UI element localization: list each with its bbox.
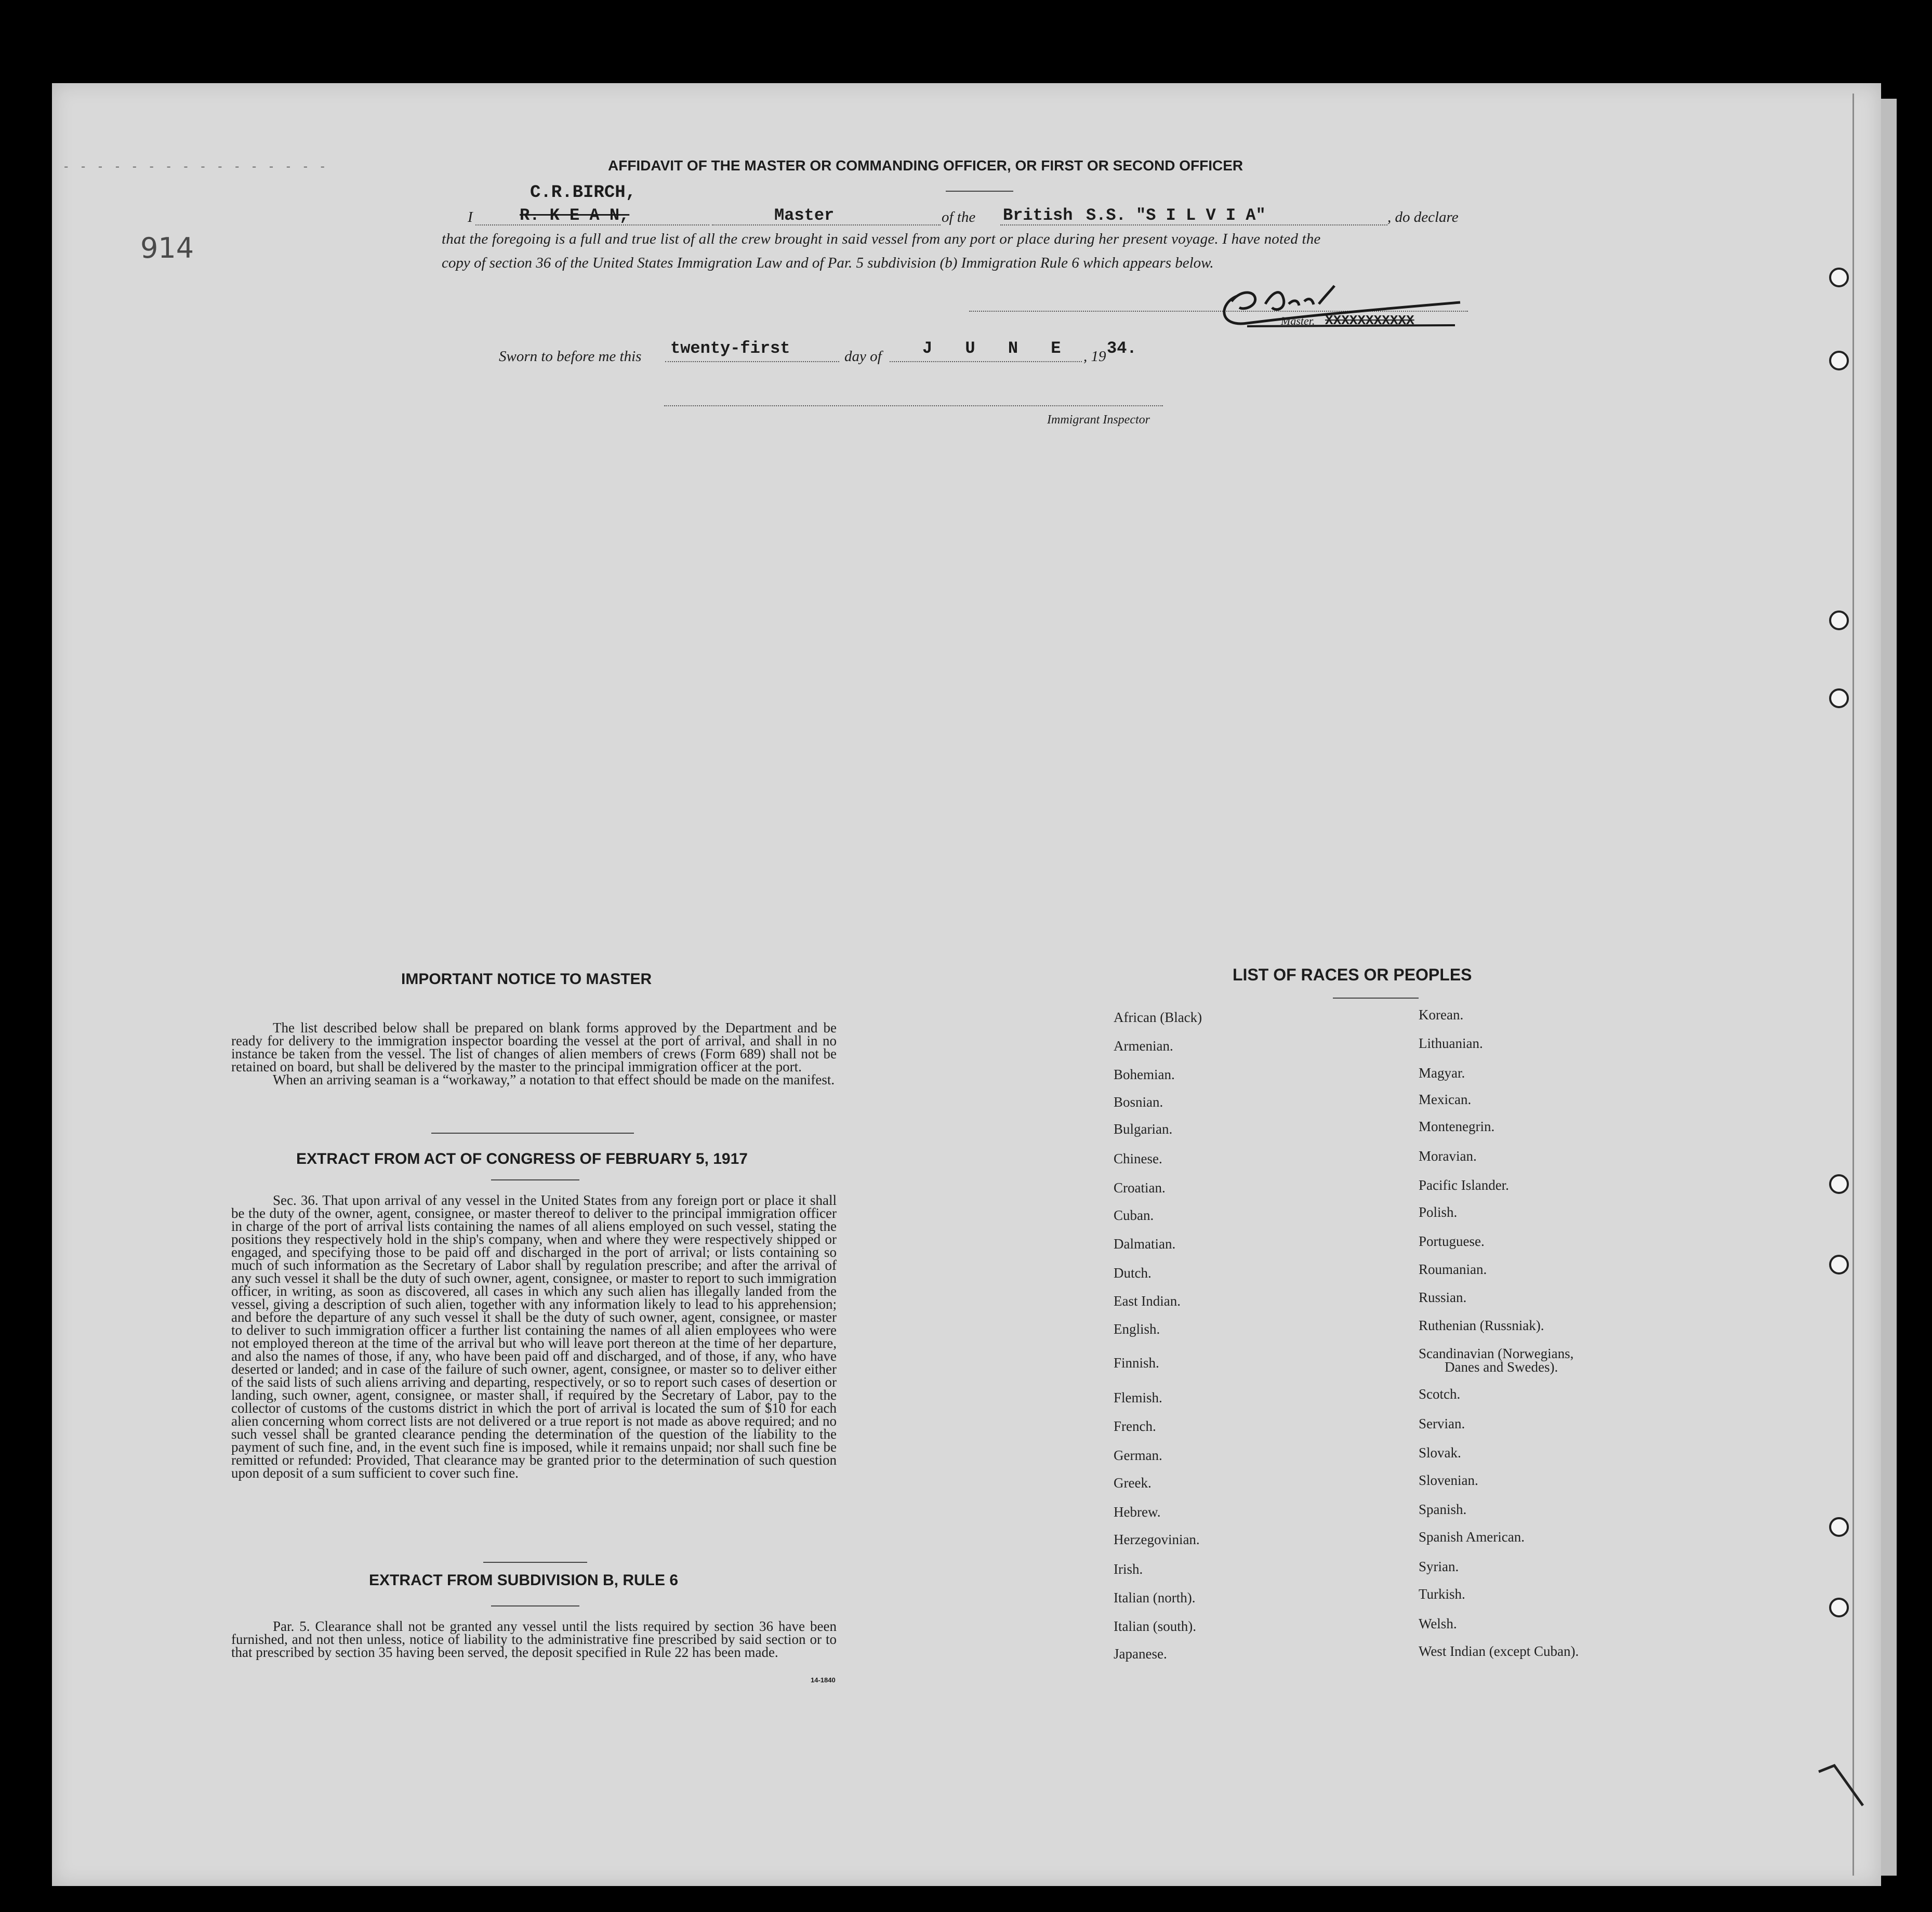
notice-paragraph-2: When an arriving seaman is a “workaway,” a notation to that effect should be made on the manifest. xyxy=(273,1072,835,1087)
affidavit-i: I xyxy=(468,209,473,225)
race-item: Korean. xyxy=(1419,1007,1464,1023)
binder-hole-icon xyxy=(1829,688,1849,708)
binder-hole-icon xyxy=(1829,351,1849,370)
rank-rule xyxy=(946,191,1013,192)
race-item: Magyar. xyxy=(1419,1065,1465,1081)
race-item: Bulgarian. xyxy=(1114,1121,1173,1137)
race-item: Turkish. xyxy=(1419,1586,1465,1602)
races-left-column xyxy=(1114,1011,1373,1665)
race-item: Russian. xyxy=(1419,1290,1467,1305)
race-item: Scotch. xyxy=(1419,1386,1461,1402)
notice-title: IMPORTANT NOTICE TO MASTER xyxy=(401,971,652,988)
form-number: 14-1840 xyxy=(811,1676,836,1684)
nationality-typed: British xyxy=(1003,206,1073,225)
binder-hole-icon xyxy=(1829,268,1849,287)
binder-hole-icon xyxy=(1829,1174,1849,1194)
race-item: Slovak. xyxy=(1419,1445,1461,1460)
of-the-label: of the xyxy=(942,209,976,225)
race-item: Mexican. xyxy=(1419,1092,1472,1107)
race-item: Bohemian. xyxy=(1114,1067,1175,1082)
margin-dashes: - - - - - - - - - - - - - - - - xyxy=(62,159,327,174)
master-signature xyxy=(1216,281,1465,338)
race-item: Armenian. xyxy=(1114,1038,1173,1054)
vessel-line xyxy=(1000,224,1387,225)
rank-line xyxy=(712,224,941,225)
races-right-column xyxy=(1419,1008,1678,1663)
binder-hole-icon xyxy=(1829,1255,1849,1274)
race-item: Servian. xyxy=(1419,1416,1465,1431)
race-item: Cuban. xyxy=(1114,1207,1154,1223)
race-item: Roumanian. xyxy=(1419,1262,1487,1277)
rank-typed: Master xyxy=(774,206,835,225)
race-item: Welsh. xyxy=(1419,1616,1457,1631)
race-item: German. xyxy=(1114,1448,1162,1463)
inspector-label: Immigrant Inspector xyxy=(1047,413,1150,427)
extract-rule-text xyxy=(231,1620,837,1659)
affidavit-title: AFFIDAVIT OF THE MASTER OR COMMANDING OFFICER, OR FIRST OR SECOND OFFICER xyxy=(608,157,1243,174)
binder-hole-icon xyxy=(1829,1598,1849,1617)
extract-rule-divider xyxy=(483,1562,587,1563)
signature-title-struck: XXXXXXXXXXX xyxy=(1325,313,1414,328)
race-item: West Indian (except Cuban). xyxy=(1419,1643,1579,1659)
race-item: Spanish. xyxy=(1419,1502,1467,1517)
extract-act-rule xyxy=(491,1179,579,1180)
race-item: Lithuanian. xyxy=(1419,1035,1483,1051)
race-item: Dalmatian. xyxy=(1114,1236,1176,1252)
sworn-day: twenty-first xyxy=(670,339,790,358)
day-line xyxy=(665,361,839,362)
race-item: Greek. xyxy=(1114,1475,1152,1491)
race-item: Slovenian. xyxy=(1419,1472,1478,1488)
inspector-line xyxy=(664,405,1163,406)
binder-hole-icon xyxy=(1829,610,1849,630)
notice-paragraph-1: The list described below shall be prepared on blank forms approved by the Department and be ready for delivery to the immigration inspector boarding the vessel at the port of arrival, and shall in no instance be taken from the vessel. The list of changes of alien members of crews (Form 689) shall not be retained on board, but shall be delivered by the master to the principal immigration officer at the port. xyxy=(231,1020,837,1074)
race-item: Italian (south). xyxy=(1114,1618,1196,1634)
race-item: Herzegovinian. xyxy=(1114,1532,1200,1547)
par-5-text: Par. 5. Clearance shall not be granted any vessel until the lists required by section 36 have been furnished, and not then unless, notice of liability to the administrative fine prescribed by said section or to that prescribed by section 35 having been served, the deposit specified in Rule 22 has been made. xyxy=(231,1618,837,1660)
sworn-prefix: Sworn to before me this xyxy=(499,348,642,365)
race-item: Hebrew. xyxy=(1114,1504,1161,1520)
races-title: LIST OF RACES OR PEOPLES xyxy=(1233,965,1472,984)
race-item: Montenegrin. xyxy=(1419,1119,1495,1134)
race-item: Bosnian. xyxy=(1114,1094,1163,1110)
race-item: Syrian. xyxy=(1419,1559,1459,1574)
extract-act-title: EXTRACT FROM ACT OF CONGRESS OF FEBRUARY 5, 1917 xyxy=(296,1150,748,1167)
extract-act-text xyxy=(231,1194,837,1480)
race-item: Dutch. xyxy=(1114,1265,1152,1281)
page-edge xyxy=(1881,99,1897,1876)
race-item: Irish. xyxy=(1114,1561,1143,1577)
race-item: Flemish. xyxy=(1114,1390,1162,1405)
race-item: Italian (north). xyxy=(1114,1590,1196,1605)
race-item: Finnish. xyxy=(1114,1355,1159,1371)
race-item: Moravian. xyxy=(1419,1148,1477,1164)
races-rule xyxy=(1333,998,1419,999)
binder-hole-icon xyxy=(1829,1517,1849,1537)
section-36-text: Sec. 36. That upon arrival of any vessel in the United States from any foreign port or place it shall be the duty of the owner, agent, consignee, or master thereof to deliver to the principal immigration officer in charge of the port of arrival lists containing the names of all aliens employed on such vessel, stating the positions they respectively hold in the ship's company, when and where they were respectively shipped or engaged, and specifying those to be paid off and discharged in the port of arrival; or lists containing so much of such information as the Secretary of Labor shall by regulation prescribe; and after the arrival of any such vessel it shall be the duty of such owner, agent, consignee, or master to report to such immigration officer, in writing, as soon as discovered, all cases in which any such alien has illegally landed from the vessel, giving a description of such alien, together with any information likely to lead to his apprehension; and before the departure of any such vessel it shall be the duty of such owner, agent, consignee, or master to deliver to such immigration officer a further list containing the names of all alien employees who were not employed thereon at the time of the arrival but who will leave port thereon at the time of her departure, and also the names of those, if any, who have been paid off and discharged, and of those, if any, who have deserted or landed; and in case of the failure of such owner, agent, consignee, or master so to deliver either of the said lists of such aliens arriving and departing, respectively, or so to report such cases of desertion or landing, such owner, agent, consignee, or master shall, if required by the Secretary of Labor, pay to the collector of customs of the customs district in which the port of arrival is located the sum of $10 for each alien concerning whom correct lists are not delivered or a true report is not made as above required; and no such vessel shall be granted clearance pending the determination of the question of the liability to the payment of such fine, and, in the event such fine is imposed, while it remains unpaid; nor shall such fine be remitted or refunded: Provided, That clearance may be granted prior to the determination of such question upon deposit of a sum sufficient to cover such fine. xyxy=(231,1192,837,1481)
race-item: Danes and Swedes). xyxy=(1445,1359,1558,1375)
race-item: Pacific Islander. xyxy=(1419,1177,1509,1193)
race-item: English. xyxy=(1114,1321,1160,1337)
affidavit-line-2: that the foregoing is a full and true list of all the crew brought in said vessel from any port or place during her present voyage. I have noted the xyxy=(442,231,1321,247)
vessel-name-typed: S.S. "S I L V I A" xyxy=(1086,206,1266,225)
month-line xyxy=(890,361,1082,362)
signature-title-prefix: Master. xyxy=(1281,314,1315,327)
year-typed: 34. xyxy=(1107,339,1137,358)
race-item: African (Black) xyxy=(1114,1010,1202,1025)
race-item: Chinese. xyxy=(1114,1151,1162,1166)
race-item: Scandinavian (Norwegians, xyxy=(1419,1346,1574,1361)
sworn-month: J U N E xyxy=(922,339,1073,358)
year-prefix: , 19 xyxy=(1083,348,1106,365)
race-item: Portuguese. xyxy=(1419,1233,1485,1249)
race-item: Ruthenian (Russniak). xyxy=(1419,1318,1544,1333)
struck-name: R. K E A N, xyxy=(520,206,630,225)
race-item: Japanese. xyxy=(1114,1646,1167,1662)
master-name-typed: C.R.BIRCH, xyxy=(530,183,637,203)
extract-rule-title: EXTRACT FROM SUBDIVISION B, RULE 6 xyxy=(369,1572,679,1589)
race-item: East Indian. xyxy=(1114,1293,1181,1309)
notice-divider xyxy=(431,1133,634,1134)
affidavit-line-3: copy of section 36 of the United States Immigration Law and of Par. 5 subdivision (b) Immigration Rule 6 which appears below. xyxy=(442,255,1214,271)
margin-rule xyxy=(1852,94,1854,1876)
extract-rule-rule xyxy=(491,1605,579,1606)
race-item: Croatian. xyxy=(1114,1180,1166,1196)
page-number: 914 xyxy=(140,232,194,264)
pencil-check-mark xyxy=(1814,1756,1871,1813)
race-item: Spanish American. xyxy=(1419,1529,1525,1545)
day-of-label: day of xyxy=(844,348,882,365)
notice-text xyxy=(231,1021,837,1086)
race-item: French. xyxy=(1114,1418,1156,1434)
do-declare-label: , do declare xyxy=(1387,209,1459,225)
race-item: Polish. xyxy=(1419,1204,1458,1220)
